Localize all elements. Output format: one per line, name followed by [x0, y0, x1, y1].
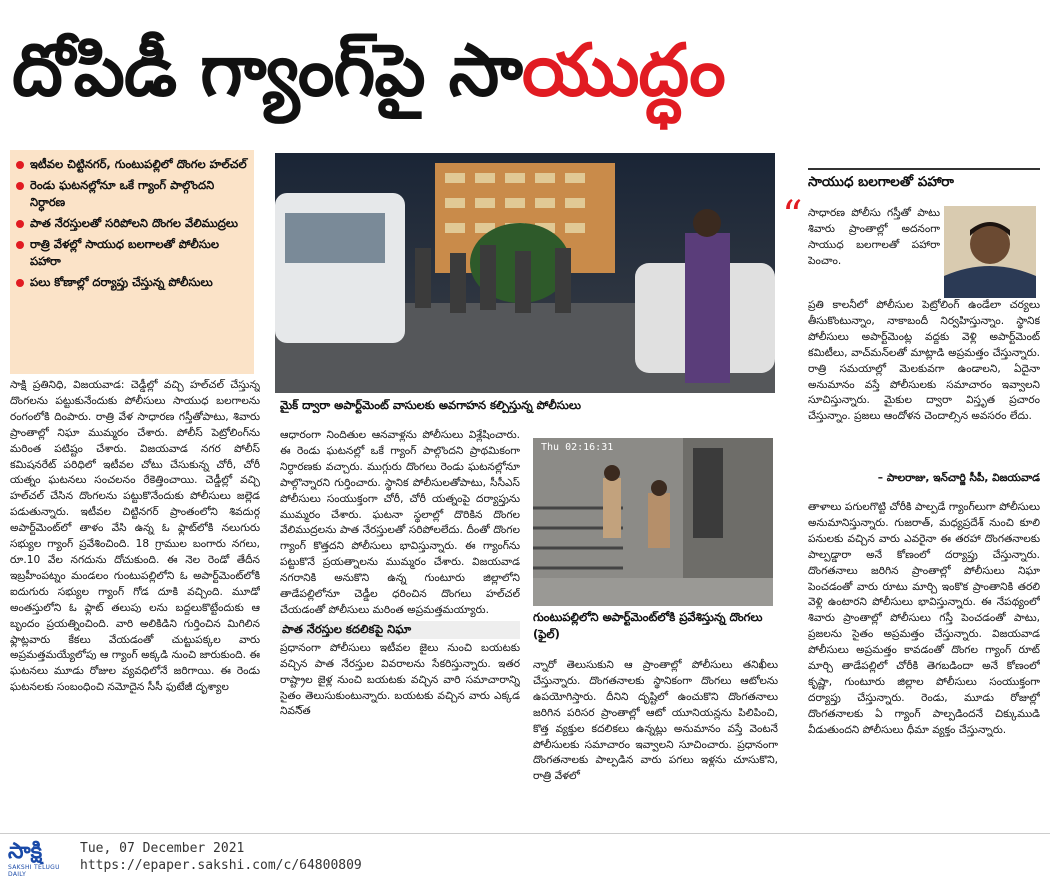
highlights-box: [10, 150, 254, 374]
photo2-caption: గుంటుపల్లిలోని అపార్ట్‌మెంట్‌లోకి ప్రవేశిస్తున్న దొంగలు (ఫైల్): [533, 610, 763, 641]
article-text: తాళాలు పగులగొట్టి చోరీకి పాల్పడే గ్యాంగ్‌లుగా పోలీసులు అనుమానిస్తున్నారు. గుజరాత్, మధ్యప్రదేశ్ నుంచి కూలి పనులకు వచ్చిన వారు ఎవరైనా ఈ తరహా దొంగతనాలకు పాల్పడ్డారా అనే కోణంలో దర్యాప్తు చేస్తున్నారు. దొంగతనాలు జరిగిన ప్రాంతాల్లో పోలీసులు నిఘా పెంచడంతో వారు రూటు మార్చి ఇంకొక ప్రాంతానికి తరలి వెళ్లి ఉంటారని పోలీసులు భావిస్తున్నారు. ఈ నేపథ్యంలో శివారు ప్రాంతాల్లో పోలీసులు గస్తీ పెంచడంతో పాటు, ప్రజలను సైతం అప్రమత్తం చేస్తున్నారు. విజయవాడ పోలీసులు అప్రమత్తం కావడంతో దొంగల గ్యాంగ్ రూట్ మార్చి తాడేపల్లిలో చోరీకి తెగబడిందా అనే కోణంలో కృష్ణా, గుంటూరు జిల్లాల పోలీసులు సంయుక్తంగా దర్యాప్తు చేస్తున్నారు. రెండు, మూడు రోజుల్లో దొంగతనాలకు ఏ గ్యాంగ్ పాల్పడిందనే చిక్కుముడి వీడుతుందని పోలీసులు ధీమా వ్యక్తం చేస్తున్నారు.: [808, 501, 1040, 736]
official-portrait: [944, 206, 1036, 298]
edition-date: Tue, 07 December 2021: [80, 841, 245, 856]
highlight-item: ఇటీవల చిట్టినగర్, గుంటుపల్లిలో దొంగల హల్‌చల్: [16, 156, 248, 173]
sidebox-credit: – పాలరాజు, ఇన్‌చార్జి సీపీ, విజయవాడ: [877, 472, 1040, 484]
portrait-image: [944, 206, 1036, 298]
sidebox-quote-text: ప్రతి కాలనీలో పోలీసుల పెట్రోలింగ్ ఉండేలా చర్యలు తీసుకొంటున్నాం, నాకాబందీ నిర్వహిస్తున్నాం. స్థానిక పోలీసులు అపార్ట్‌మెంట్ల వద్దకు వెళ్లి అపార్ట్‌మెంట్ కమిటీలు, వాచ్‌మన్‌లతో మాట్లాడి అప్రమత్తం చేస్తున్నారు. రాత్రి సమయాల్లో మెలకువగా ఉండాలని, ఏదైనా అనుమానం వస్తే పోలీసులకు సమాచారం ఇవ్వాలని సూచిస్తున్నారు. మైకుల ద్వారా విస్తృత ప్రచారం చేస్తున్నాం. ప్రజలు ఆందోళన చెందాల్సిన అవసరం లేదు.: [808, 299, 1040, 423]
photo-police-night: [275, 153, 775, 393]
photo-cctv-image: [533, 438, 773, 606]
article-column-1: [10, 378, 260, 830]
bullet-dot-icon: [16, 241, 24, 249]
bullet-dot-icon: [16, 182, 24, 190]
article-text: సాక్షి ప్రతినిధి, విజయవాడ: చెడ్డీల్లో వచ్చి హల్‌చల్ చేస్తున్న దొంగలను పట్టుకునేందుకు పోలీసులు సాయుధ బలగాలను రంగంలోకి దింపారు. రాత్రి వేళ సాధారణ గస్తీతోపాటు, శివారు ప్రాంతాల్లో నిఘా ముమ్మరం చేశారు. పోలీస్ పెట్రోలింగ్‌ను మరింత పటిష్టం చేశారు. విజయవాడ నగర పోలీస్ కమిషనరేట్ పరిధిలో ఇటీవల చోటు చేసుకున్న చోరీ, చోరీ యత్నం ఘటనలు సంచలనం రేకెత్తించాయి. చెడ్డీల్లో వచ్చి హల్‌చల్ చేసిన దొంగలను పట్టుకొనేందుకు పోలీసులు జల్లెడ పడుతున్నారు. ఇటీవల చిట్టినగర్ ప్రాంతంలోని శివదుర్గ అపార్ట్‌మెంట్‌లో తాళం వేసి ఉన్న ఓ ఫ్లాట్‌లోకి నలుగురు సభ్యుల గ్యాంగ్ ప్రవేశించింది. 18 గ్రాముల బంగారు నగలు, రూ.10 వేల నగదును దోచుకుంది. ఈ నెల రెండో తేదీన ఇబ్రహీంపట్నం మండలం గుంటుపల్లిలోని ఓ అపార్ట్‌మెంట్‌లోకి ఐదుగురు సభ్యుల గ్యాంగ్ గోడ దూకి వచ్చింది. మూడో అంతస్తులోని ఓ ఫ్లాట్ తలుపు లను బద్దలుకొట్టేందుకు ఆ బృందం ప్రయత్నించింది. వారి అలికిడిని గుర్తించిన మిగిలిన ఫ్లాట్లవారు కేకలు వేయడంతో చుట్టుపక్కల వారు అప్రమత్తమయ్యేలోపు ఆ గ్యాంగ్ అక్కడి నుంచి జారుకుంది. ఈ ఘటనలు మూడు రోజుల వ్యవధిలోనే జరిగాయి. ఈ రెండు ఘటనలకు సంబంధించి నమోదైన సీసీ ఫుటేజీ దృశ్యాల: [10, 379, 260, 694]
sidebox-title: సాయుధ బలగాలతో పహారా: [808, 168, 1040, 193]
bullet-dot-icon: [16, 220, 24, 228]
photo-police-night-image: [275, 153, 775, 393]
article-text: న్నారో తెలుసుకుని ఆ ప్రాంతాల్లో పోలీసులు తనిఖీలు చేస్తున్నారు. దొంగతనాలకు స్థానికంగా దొంగలు ఆటోలను ఉపయోగిస్తారు. దీనిని దృష్టిలో ఉంచుకొని దొంగతనాలు జరిగిన పరిసర ప్రాంతాల్లో ఆటో యూనియన్లను పిలిపించి, కొత్త వ్యక్తుల కదలికలు ఉన్నట్లు అనుమానం వస్తే వెంటనే పోలీసులకు సమాచారం ఇవ్వాలని సూచించారు. ప్రధానంగా దొంగతనాలకు పాల్పడిన వారు పగలు ఇళ్లను చూసుకొని, రాత్రి వేళలో: [533, 659, 778, 783]
headline-part-black: దోపిడీ గ్యాంగ్‌పై సా: [12, 28, 522, 112]
quote-mark-icon: “: [782, 193, 803, 239]
article-text: ఆధారంగా నిందితుల ఆనవాళ్లను పోలీసులు విశ్లేషించారు. ఈ రెండు ఘటనల్లో ఒకే గ్యాంగ్ పాల్గొందని ప్రాథమికంగా నిర్ధారణకు వచ్చారు. ముగ్గురు దొంగలు రెండు ఘటనల్లోనూ పాల్గొన్నారని గుర్తించారు. స్థానిక పోలీసులతోపాటు, సీసీఎస్ పోలీసులు సంయుక్తంగా చోరీ, చోరీ యత్నంపై దర్యాప్తును ముమ్మరం చేశారు. ఘటనా స్థలాల్లో దొరికిన దొంగల వేలిముద్రలను పాత నేరస్తులతో సరిపోలలేదు. దీంతో దొంగల గ్యాంగ్ కొత్తదని పోలీసులు భావిస్తున్నారు. ఈ గ్యాంగ్‌ను పట్టుకొనే ప్రయత్నాలను ముమ్మరం చేశారు. విజయవాడ నగరానికి అనుకొని ఉన్న గుంటూరు జిల్లాలోని తాడేపల్లిలోనూ చెడ్డీల ధరించిన దొంగలు హల్‌చల్ చేయడంతో పోలీసులు మరింత అప్రమత్తమయ్యారు.: [280, 429, 520, 616]
photo1-caption: మైక్ ద్వారా అపార్ట్‌మెంట్ వాసులకు అవగాహన కల్పిస్తున్న పోలీసులు: [280, 398, 581, 412]
footer-bar: [0, 833, 1050, 880]
bullet-dot-icon: [16, 279, 24, 287]
article-text: ప్రధానంగా పోలీసులు ఇటీవల జైలు నుంచి బయటకు వచ్చిన పాత నేరస్తుల వివరాలను సేకరిస్తున్నారు. ఇతర రాష్ట్రాల జైళ్ల నుంచి బయటకు వచ్చిన వారి సమాచారాన్ని సైతం తెలుసుకుంటున్నారు. బయటకు వచ్చిన వారు ఎక్కడ నివసి్త: [280, 641, 520, 718]
sidebox-text-wide: [808, 298, 1040, 468]
highlight-item: రెండు ఘటనల్లోనూ ఒకే గ్యాంగ్ పాల్గొందని నిర్ధారణ: [16, 177, 248, 211]
sakshi-logo: సాక్షి SAKSHI TELUGU DAILY: [8, 839, 60, 878]
section-subhead: పాత నేరస్తుల కదలికపై నిఘా: [280, 621, 520, 639]
article-column-4: [808, 500, 1040, 830]
source-stamp: [80, 840, 362, 874]
sidebox-text-narrow: [808, 206, 940, 298]
bullet-dot-icon: [16, 161, 24, 169]
highlight-item: పాత నేరస్తులతో సరిపోలని దొంగల వేలిముద్రలు: [16, 215, 248, 232]
article-column-3: [533, 658, 778, 830]
cctv-timestamp: Thu 02:16:31: [541, 442, 614, 453]
headline-part-red: యుద్ధం: [521, 28, 725, 112]
highlight-item: పలు కోణాల్లో దర్యాప్తు చేస్తున్న పోలీసులు: [16, 274, 248, 291]
highlight-item: రాత్రి వేళల్లో సాయుధ బలగాలతో పోలీసుల పహారా: [16, 236, 248, 270]
photo-cctv: [533, 438, 773, 606]
sidebox-quote-text: సాధారణ పోలీసు గస్తీతో పాటు శివారు ప్రాంతాల్లో అదనంగా సాయుధ బలగాలతో పహారా పెంచాం.: [808, 207, 940, 267]
source-url[interactable]: https://epaper.sakshi.com/c/64800809: [80, 858, 362, 873]
headline: [12, 10, 1038, 145]
article-column-2: [280, 428, 520, 830]
